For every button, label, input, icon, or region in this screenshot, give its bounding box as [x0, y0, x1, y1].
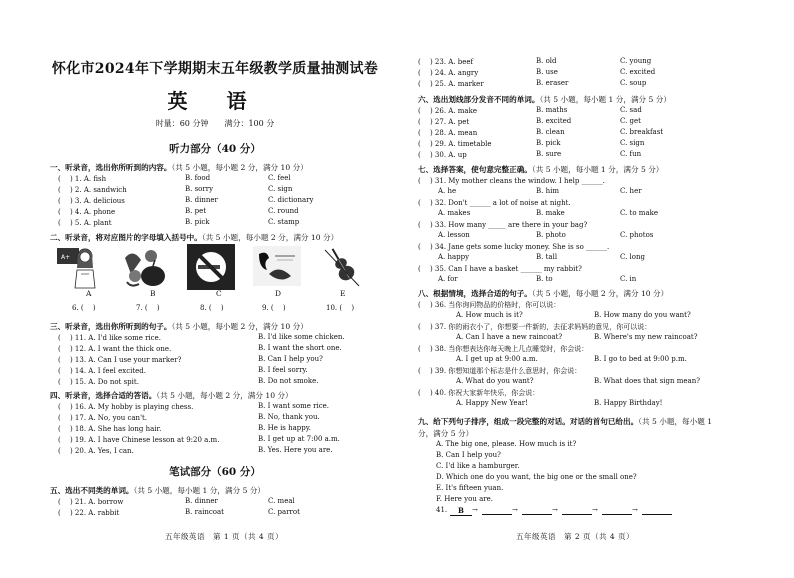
section4-row: ( ) 16. A. My hobby is playing chess. B. I want some rice. [58, 402, 329, 411]
section3-row: ( ) 12. A. I want the thick one. B. I want the short one. [58, 344, 342, 353]
picture-letter: B [150, 289, 156, 298]
dialogue-line: F. Here you are. [436, 495, 493, 503]
dialogue-line: A. The big one, please. How much is it? [436, 440, 577, 448]
answer-blank[interactable]: 10. ( ) [326, 304, 355, 312]
section6-row: ( ) 29. A. timetable B. pick C. sign [418, 139, 645, 148]
section4-row: ( ) 17. A. No, you can't. B. No, thank you. [58, 413, 320, 422]
picture-letter: A [86, 289, 92, 298]
section4-row: ( ) 18. A. She has long hair. B. He is happy. [58, 424, 312, 433]
section8-options: A. What do you want? B. What does that sign mean? [456, 377, 700, 385]
section8-options: A. How much is it? B. How many do you want? [456, 311, 691, 319]
section3-row: ( ) 11. A. I'd like some rice. B. I'd like some chicken. [58, 333, 345, 342]
section7-title: 七、选择答案，使句意完整正确。（共 5 小题，每小题 1 分，满分 5 分） [418, 165, 664, 174]
section2-title: 二、听录音，将对应图片的字母填入括号中。（共 5 小题，每小题 2 分，满分 10 分） [50, 233, 339, 242]
section1-row: ( ) 5. A. plant B. pick C. stamp [58, 218, 300, 227]
listening-part-title: 听力部分（40 分） [169, 143, 261, 155]
section7-options: A. he B. him C. her [438, 187, 642, 195]
section1-title: 一、听录音，选出你所听到的内容。（共 5 小题，每小题 2 分，满分 10 分） [50, 163, 308, 172]
section7-options: A. for B. to C. in [438, 275, 637, 283]
picture-letter: E [340, 289, 346, 298]
writing-part-title: 笔试部分（60 分） [169, 466, 261, 478]
page-footer: 五年级英语 第 1 页（共 4 页） [165, 532, 284, 541]
dialogue-line: C. I'd like a hamburger. [436, 462, 520, 470]
section3-row: ( ) 15. A. Do not spit. B. Do not smoke. [58, 377, 319, 386]
section2-pictures [55, 244, 375, 294]
answer-blank [602, 506, 632, 515]
section5-row: ( ) 25. A. marker B. eraser C. soup [418, 79, 647, 88]
page-footer: 五年级英语 第 2 页（共 4 页） [516, 532, 635, 541]
section1-row: ( ) 3. A. delicious B. dinner C. dictionary [58, 196, 314, 205]
ink-painting-icon [253, 244, 301, 290]
section7-question: ( ) 34. Jane gets some lucky money. She is so ______. [418, 243, 610, 251]
exam-meta: 时量：60 分钟 满分：100 分 [155, 119, 275, 128]
section8-question: ( ) 37. 你的雨衣小了，你想要一件新的，去征求妈妈的意见，你可以说： [418, 323, 652, 331]
section8-title: 八、根据情境，选择合适的句子。（共 5 小题，每小题 2 分，满分 10 分） [418, 289, 669, 298]
section3-title: 三、听录音，选出你所听到的句子。（共 5 小题，每小题 2 分，满分 10 分） [50, 322, 308, 331]
section1-row: ( ) 2. A. sandwich B. sorry C. sign [58, 185, 293, 194]
section8-question: ( ) 40. 你祝大家新年快乐，你会说： [418, 389, 540, 397]
left-page [50, 0, 380, 578]
section4-title: 四、听录音，选择合适的答语。（共 5 小题，每小题 2 分，满分 10 分） [50, 391, 293, 400]
section7-options: A. happy B. tall C. long [438, 253, 645, 261]
answer-blank [642, 506, 672, 515]
answer-blank [522, 506, 552, 515]
section6-title: 六、选出划线部分发音不同的单词。（共 5 小题，每小题 1 分，满分 5 分） [418, 95, 671, 104]
answer-blank[interactable]: 7. ( ) [136, 304, 160, 312]
section6-row: ( ) 28. A. mean B. clean C. breakfast [418, 128, 664, 137]
section8-question: ( ) 38. 当你想表达你每天晚上几点睡觉时，你会说： [418, 345, 589, 353]
arrow-icon: → [552, 506, 558, 514]
answer-blank[interactable]: 6. ( ) [72, 304, 96, 312]
blackboard-girl-icon [55, 244, 103, 290]
section1-row: ( ) 1. A. fish B. food C. feel [58, 174, 291, 183]
subject-title: 英 语 [167, 89, 263, 113]
section6-row: ( ) 27. A. pet B. excited C. get [418, 117, 641, 126]
section8-options: A. Happy New Year! B. Happy Birthday! [456, 399, 663, 407]
section7-options: A. lesson B. photo C. photos [438, 231, 654, 239]
answer-first-blank: B [450, 506, 472, 516]
section7-options: A. makes B. make C. to make [438, 209, 659, 217]
answer-blank[interactable]: 8. ( ) [200, 304, 224, 312]
answer-blank [562, 506, 592, 515]
section4-row: ( ) 19. A. I have Chinese lesson at 9:20 a.m. B. I get up at 7:00 a.m. [58, 435, 340, 444]
section5-title: 五、选出不同类的单词。（共 5 小题，每小题 1 分，满分 5 分） [50, 486, 266, 495]
section3-row: ( ) 14. A. I feel excited. B. I feel sorry. [58, 366, 308, 375]
section7-question: ( ) 33. How many _____ are there in your bag? [418, 221, 588, 229]
no-smoking-icon [187, 244, 235, 290]
section8-options: A. Can I have a new raincoat? B. Where's my new raincoat? [456, 333, 698, 341]
dialogue-line: B. Can I help you? [436, 451, 501, 459]
answer-blank[interactable]: 9. ( ) [262, 304, 286, 312]
section7-question: ( ) 35. Can I have a basket ______ my rabbit? [418, 265, 582, 273]
picture-letter: C [216, 289, 222, 298]
section9-note: 分，满分 5 分） [418, 429, 474, 438]
arrow-icon: → [472, 506, 478, 514]
picture-letter: D [275, 289, 282, 298]
section9-title: 九、给下列句子排序，组成一段完整的对话。对话的首句已给出。（共 5 小题，每小题 1 [418, 417, 713, 426]
section1-row: ( ) 4. A. phone B. pet C. round [58, 207, 299, 216]
svg-text:A+: A+ [61, 254, 71, 261]
dialogue-line: D. Which one do you want, the big one or the small one? [436, 473, 637, 481]
section4-row: ( ) 20. A. Yes, I can. B. Yes. Here you are. [58, 446, 333, 455]
order-answer-line[interactable]: 41. B → → → → → [436, 506, 756, 517]
right-page [418, 0, 758, 578]
section5-row: ( ) 24. A. angry B. use C. excited [418, 68, 656, 77]
section5-row: ( ) 22. A. rabbit B. raincoat C. parrot [58, 508, 300, 517]
exam-title: 怀化市2024年下学期期末五年级教学质量抽测试卷 [51, 61, 379, 77]
arrow-icon: → [632, 506, 638, 514]
fruits-icon [121, 244, 169, 290]
section5-row: ( ) 21. A. borrow B. dinner C. meal [58, 497, 295, 506]
section3-row: ( ) 13. A. Can I use your marker? B. Can I help you? [58, 355, 323, 364]
section6-row: ( ) 26. A. make B. maths C. sad [418, 106, 642, 115]
section5-row: ( ) 23. A. beef B. old C. young [418, 57, 652, 66]
section8-question: ( ) 36. 当你询问物品的价格时，你可以说： [418, 301, 561, 309]
section8-options: A. I get up at 9:00 a.m. B. I go to bed at 9:00 p.m. [456, 355, 687, 363]
dialogue-line: E. It's fifteen yuan. [436, 484, 504, 492]
answer-blank [482, 506, 512, 515]
arrow-icon: → [592, 506, 598, 514]
arrow-icon: → [512, 506, 518, 514]
violin-icon [319, 244, 367, 290]
section6-row: ( ) 30. A. up B. sure C. fun [418, 150, 642, 159]
section7-question: ( ) 31. My mother cleans the window. I help ______. [418, 177, 605, 185]
section7-question: ( ) 32. Don't ______ a lot of noise at night. [418, 199, 571, 207]
section8-question: ( ) 39. 你想知道那个标志是什么意思时，你会说： [418, 367, 582, 375]
